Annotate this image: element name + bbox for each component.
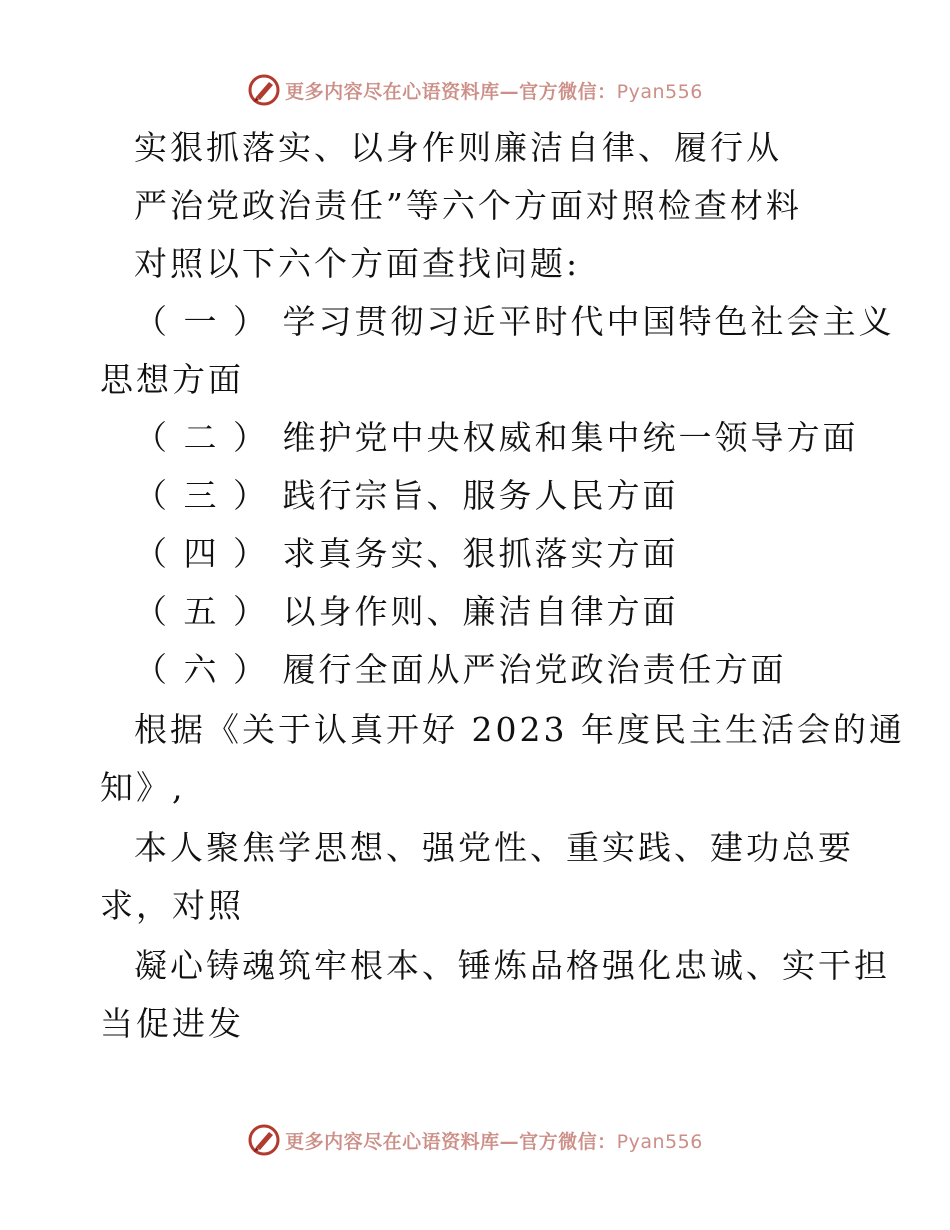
watermark-wechat-id: Pyan556 (616, 80, 703, 103)
text-line: （ 一 ） 学习贯彻习近平时代中国特色社会主义 (134, 302, 895, 341)
watermark-text: 更多内容尽在心语资料库—官方微信： (285, 1130, 617, 1153)
text-line: （ 二 ） 维护党中央权威和集中统一领导方面 (134, 418, 859, 457)
text-line: （ 五 ） 以身作则、廉洁自律方面 (134, 592, 679, 631)
text-line: 思想方面 (100, 360, 244, 399)
text-line: 根据《关于认真开好 2023 年度民主生活会的通 (134, 710, 905, 749)
text-line: 凝心铸魂筑牢根本、锤炼品格强化忠诚、实干担 (134, 946, 890, 985)
text-line: （ 六 ） 履行全面从严治党政治责任方面 (134, 650, 787, 689)
watermark-text: 更多内容尽在心语资料库—官方微信： (285, 80, 617, 103)
text-line: 求，对照 (100, 886, 244, 925)
text-line: （ 三 ） 践行宗旨、服务人民方面 (134, 476, 679, 515)
text-line: 当促进发 (100, 1004, 244, 1043)
text-line: 实狠抓落实、以身作则廉洁自律、履行从 (134, 128, 782, 167)
text-line: 本人聚焦学思想、强党性、重实践、建功总要 (134, 828, 854, 867)
pen-logo-icon (247, 73, 281, 107)
text-line: 对照以下六个方面查找问题: (134, 244, 581, 283)
watermark-header (0, 70, 950, 110)
watermark-label (285, 77, 703, 104)
watermark-wechat-id: Pyan556 (616, 1130, 703, 1153)
watermark-footer (0, 1120, 950, 1160)
text-line: （ 四 ） 求真务实、狠抓落实方面 (134, 534, 679, 573)
text-line: 知》, (100, 768, 186, 807)
text-line: 严治党政治责任”等六个方面对照检查材料 (134, 186, 802, 225)
watermark-label (285, 1127, 703, 1154)
pen-logo-icon (247, 1123, 281, 1157)
